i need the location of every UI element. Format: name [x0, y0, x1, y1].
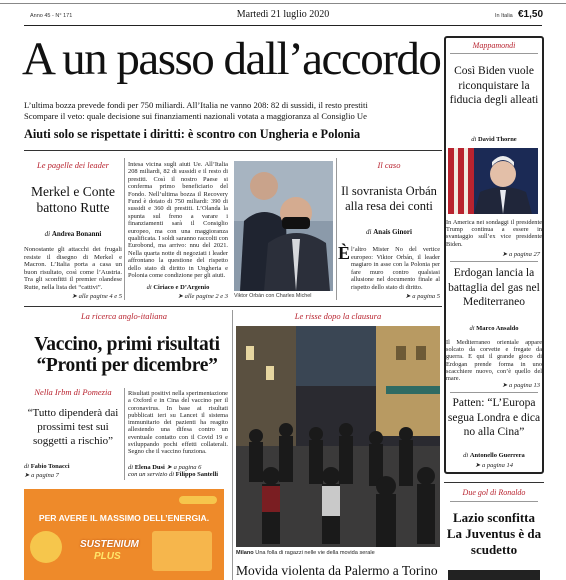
issue-number: Anno 45 - N° 171	[30, 13, 73, 19]
vaccino-quote-ref[interactable]: ➤ a pagina 7	[24, 472, 59, 479]
sidebar-title-1: Così Biden vuole riconquistare la fiducia degli alleati	[449, 65, 539, 106]
col-divider	[232, 310, 233, 580]
sidebar-title-3: Patten: “L’Europa segua Londra e dica no alla Cina”	[447, 397, 541, 438]
sidebar-body-1: In America nei sondaggi il presidente Trump continua a essere in svantaggio sull’ex vice presidente Biden.	[446, 219, 542, 248]
movida-headline: Movida violenta da Palermo a Torino	[236, 563, 438, 578]
sidebar-byline-2: di Marco Ansaldo	[469, 325, 519, 332]
ad-product-box	[152, 531, 212, 571]
caso-body: l’altro Mister No del vertice europeo: Viktor Orbán, il leader magiaro in asse con la Polonia per fare muro contro qualsiasi allusione nel documento finale al rispetto dello stato di diritto.	[351, 246, 440, 291]
sidebar-kicker: Mappamondi	[472, 41, 516, 50]
sport-title: Lazio sconfitta La Juventus è da scudetto	[446, 510, 542, 557]
sidebar-ref-3[interactable]: ➤ a pagina 14	[474, 462, 514, 469]
vaccino-body: Risultati positivi nella sperimentazione a Oxford e in Cina del vaccino per il coronavirus. In base ai risultati pubblicati ieri su Lancet il sistema immunitario dei pazienti ha reagito allestendo una difesa contro un eventuale contatto con il Covid 19 e sviluppando pochi effetti collaterali. Segno che il vaccino funziona.	[128, 390, 228, 456]
movida-photo	[236, 326, 440, 547]
sport-photo	[448, 570, 540, 580]
sport-rule-2	[450, 501, 538, 502]
sidebar-body-2: Il Mediterraneo orientale appare solcato da corvette e fregate da guerra. E qui il grande gioco di Erdogan prende forma in uno scacchiere nuovo, con’è quello del mare.	[446, 339, 542, 383]
ad-badge	[179, 496, 217, 504]
row-rule	[24, 306, 442, 307]
sidebar-rule	[450, 261, 538, 262]
pagelle-byline: di Andrea Bonanni	[44, 230, 102, 238]
pagelle-body: Nonostante gli attacchi dei frugali resiste il disegno di Merkel e Macron. L’Italia porta a casa un buon risultato, così come l’Austria. Tra gli sconfitti il premier olandese Rutte, nella lista dei “cattivi”.	[24, 246, 122, 291]
sport-rule	[444, 482, 544, 483]
caso-dropcap: È	[338, 243, 351, 263]
lead-subhead: Aiuti solo se rispettate i diritti: è scontro con Ungheria e Polonia	[24, 127, 361, 141]
caso-byline: di Anais Ginori	[366, 228, 412, 236]
price: €1,50	[518, 9, 544, 20]
col-divider	[124, 158, 125, 300]
vaccino-quote: “Tutto dipenderà dai prossimi test sui soggetti a rischio”	[27, 407, 119, 447]
vaccino-service: con un servizio di Filippo Santelli	[128, 471, 219, 478]
ad-text: PER AVERE IL MASSIMO DELL’ENERGIA.	[38, 513, 210, 523]
issue-date: Martedì 21 luglio 2020	[236, 9, 330, 20]
center-ref[interactable]: ➤ alle pagine 2 e 3	[177, 293, 228, 300]
sidebar-ref-2[interactable]: ➤ a pagina 13	[501, 382, 540, 389]
sidebar-rule	[450, 392, 538, 393]
vaccino-byline: di Elena Dusi ➤ a pagina 6	[128, 464, 202, 471]
movida-caption: Milano Una folla di ragazzi nelle vie della movida serale	[236, 550, 375, 556]
caso-kicker: Il caso	[377, 160, 401, 170]
center-body: Intesa vicina sugli aiuti Ue. All’Italia 208 miliardi, 82 di sussidi e il resto di prestiti. Così il nostro Paese si conferma primo beneficiario del Fondo. Nell’ultima bozza il Recovery Fund è dotato di 750 miliardi: 390 di sussidi e 360 di prestiti. L’Olanda la spunta sul freno a varare i finanziamenti sarà il Consiglio europeo, ma con una maggioranza qualificata. I soldi saranno raccolti con Eurobond, ma arrivo: nnu del 2021. Nella quarta notte di negoziati i leader affrontano la questione del rispetto dello stato di diritto in Ungheria e Polonia come condizione per gli aiuti.	[128, 161, 228, 280]
sport-kicker: Due gol di Ronaldo	[462, 488, 526, 497]
caso-title: Il sovranista Orbán alla resa dei conti	[341, 184, 437, 213]
ad-brand: SUSTENIUM	[80, 539, 139, 550]
col-divider	[336, 158, 337, 300]
lead-rule	[24, 150, 442, 151]
sidebar-byline-3: di Antonello Guerrera	[463, 452, 525, 459]
lead-deck-2: Scompare il veto: quale decisione sui finanziamenti nazionali votata a maggioranza al Consiglio Ue	[24, 111, 367, 121]
sidebar-byline-1: di David Thorne	[471, 136, 517, 143]
orban-photo-art	[234, 161, 333, 291]
biden-photo	[448, 148, 538, 214]
pagelle-kicker: Le pagelle dei leader	[37, 160, 109, 170]
orban-photo	[234, 161, 333, 291]
pagelle-ref[interactable]: ➤ alle pagine 4 e 5	[71, 293, 122, 300]
sidebar-rule	[450, 53, 538, 54]
price-label: In Italia	[495, 13, 513, 19]
lead-headline: A un passo dall’accordo	[22, 33, 441, 85]
risse-kicker: Le risse dopo la clausura	[294, 311, 382, 321]
lead-deck-1: L’ultima bozza prevede fondi per 750 miliardi. All’Italia ne vanno 208: 82 di sussidi, il resto prestiti	[24, 100, 368, 110]
vaccino-quote-byline: di Fabio Tonacci	[24, 463, 70, 470]
sidebar-title-2: Erdogan lancia la battaglia del gas nel Mediterraneo	[448, 267, 540, 308]
biden-photo-art	[448, 148, 538, 214]
caso-ref[interactable]: ➤ a pagina 5	[405, 293, 440, 300]
vaccino-sub-kicker: Nella Irbm di Pomezia	[34, 387, 112, 397]
masthead-rule	[24, 25, 542, 26]
ad-banner[interactable]	[24, 489, 224, 580]
pagelle-title: Merkel e Conte battono Rutte	[31, 184, 115, 215]
center-byline: di Ciriaco e D’Argenio	[146, 284, 210, 291]
sidebar-ref-1[interactable]: ➤ a pagina 27	[501, 251, 540, 258]
vaccino-kicker: La ricerca anglo-italiana	[80, 311, 168, 321]
top-rule	[0, 0, 566, 4]
ad-product-disc	[30, 531, 62, 563]
ad-brand-2: PLUS	[94, 551, 121, 562]
orban-caption: Viktor Orbán con Charles Michel	[234, 293, 312, 299]
vaccino-title: Vaccino, primi risultati “Pronti per dicembre”	[34, 334, 220, 376]
col-divider	[124, 388, 125, 480]
movida-photo-art	[236, 326, 440, 547]
